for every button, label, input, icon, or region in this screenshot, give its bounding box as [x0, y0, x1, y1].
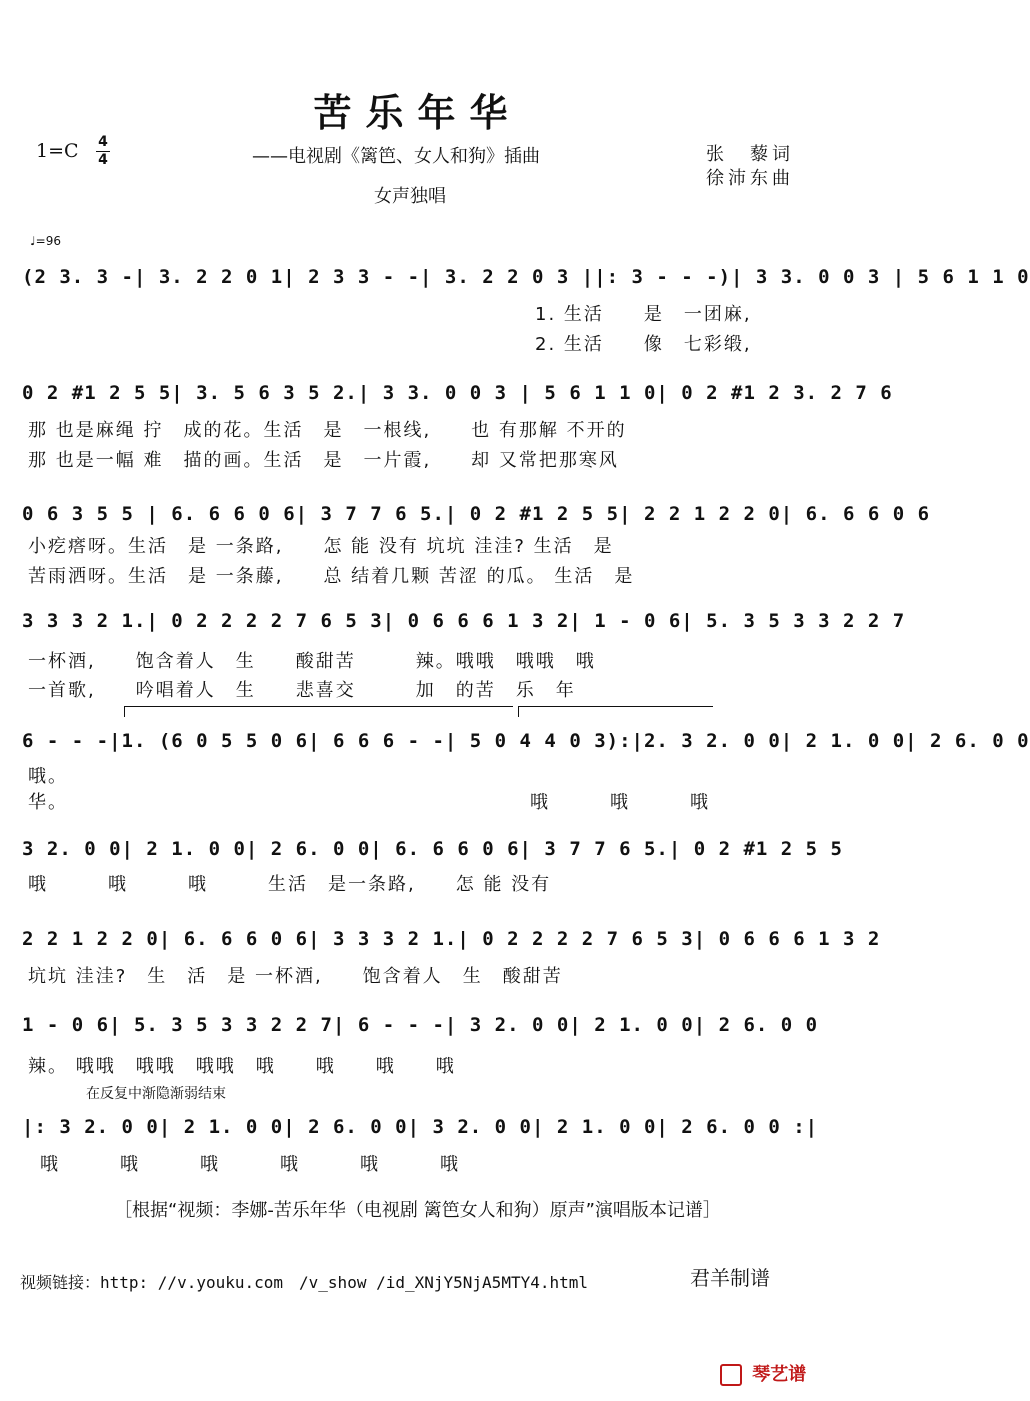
notes-line: 0 2 #1 2 5 5| 3. 5 6 3 5 2.| 3 3. 0 0 3 | 5 6 1 1 0| 0 2 #1 2 3. 2 7 6	[22, 382, 893, 404]
lyricist-credit: 张 藜词	[706, 144, 794, 165]
lyric-line: 小疙瘩呀。生活 是 一条路, 怎 能 没有 坑坑 洼洼? 生活 是	[28, 536, 614, 557]
notes-line: 0 6 3 5 5 | 6. 6 6 0 6| 3 7 7 6 5.| 0 2 #1 2 5 5| 2 2 1 2 2 0| 6. 6 6 0 6	[22, 503, 931, 525]
lyric-line: 哦 哦 哦 生活 是一条路, 怎 能 没有	[28, 874, 552, 895]
transcriber-signature: 君羊制谱	[690, 1266, 770, 1290]
lyric-line: 苦雨洒呀。生活 是 一条藤, 总 结着几颗 苦涩 的瓜。 生活 是	[28, 566, 635, 587]
notes-line: 3 2. 0 0| 2 1. 0 0| 2 6. 0 0| 6. 6 6 0 6| 3 7 7 6 5.| 0 2 #1 2 5 5	[22, 838, 843, 860]
lyric-line: 辣。 哦哦 哦哦 哦哦 哦 哦 哦 哦	[28, 1056, 456, 1077]
lyric-line: 坑坑 洼洼? 生 活 是 一杯酒, 饱含着人 生 酸甜苦	[28, 966, 563, 987]
notes-line: 6 - - -|1. (6 0 5 5 0 6| 6 6 6 - -| 5 0 4 4 0 3):|2. 3 2. 0 0| 2 1. 0 0| 2 6. 0 0	[22, 730, 1030, 752]
lyric-line: 哦。	[28, 766, 68, 787]
notes-line: 1 - 0 6| 5. 3 5 3 3 2 2 7| 6 - - -| 3 2. 0 0| 2 1. 0 0| 2 6. 0 0	[22, 1014, 819, 1036]
video-link[interactable]: 视频链接：http: //v.youku.com /v_show /id_XNjY5NjA5MTY4.html	[20, 1273, 589, 1292]
lyric-line: 哦 哦 哦	[530, 792, 710, 813]
notes-line: |: 3 2. 0 0| 2 1. 0 0| 2 6. 0 0| 3 2. 0 0| 2 1. 0 0| 2 6. 0 0 :|	[22, 1116, 819, 1138]
watermark-logo	[720, 1360, 806, 1386]
page-title: 苦乐年华	[313, 91, 522, 135]
time-signature-bottom: 4	[98, 152, 108, 168]
notes-line: 2 2 1 2 2 0| 6. 6 6 0 6| 3 3 3 2 1.| 0 2 2 2 2 7 6 5 3| 0 6 6 6 1 3 2	[22, 928, 881, 950]
lyric-line: 2. 生活 像 七彩缎,	[535, 334, 752, 355]
lyric-line: 华。	[28, 792, 68, 813]
lyric-line: 那 也是麻绳 拧 成的花。生活 是 一根线, 也 有那解 不开的	[28, 420, 627, 441]
notes-line: 3 3 3 2 1.| 0 2 2 2 2 7 6 5 3| 0 6 6 6 1 3 2| 1 - 0 6| 5. 3 5 3 3 2 2 7	[22, 610, 906, 632]
volta-bracket-2	[518, 706, 713, 717]
time-signature	[96, 135, 110, 168]
time-signature-top: 4	[98, 134, 108, 150]
key-signature: 1=C	[36, 140, 79, 162]
lyric-line: 一首歌, 吟唱着人 生 悲喜交 加 的苦 乐 年	[28, 680, 576, 701]
notes-line: (2 3. 3 -| 3. 2 2 0 1| 2 3 3 - -| 3. 2 2 0 3 ||: 3 - - -)| 3 3. 0 0 3 | 5 6 1 1 0	[22, 266, 1030, 288]
lyric-line: 那 也是一幅 难 描的画。生活 是 一片霞, 却 又常把那寒风	[28, 450, 619, 471]
logo-icon	[720, 1364, 742, 1386]
lyric-line: 1. 生活 是 一团麻,	[535, 304, 752, 325]
performer-label: 女声独唱	[374, 186, 446, 207]
logo-text: 琴艺谱	[752, 1364, 807, 1385]
lyric-line: 哦 哦 哦 哦 哦 哦	[40, 1154, 460, 1175]
source-footnote: ［根据“视频：李娜-苦乐年华（电视剧 篱笆女人和狗）原声”演唱版本记谱］	[114, 1200, 721, 1221]
volta-bracket-1	[124, 706, 513, 717]
composer-credit: 徐沛东曲	[706, 168, 794, 189]
subtitle: ——电视剧《篱笆、女人和狗》插曲	[252, 146, 540, 167]
lyric-line: 一杯酒, 饱含着人 生 酸甜苦 辣。哦哦 哦哦 哦	[28, 651, 596, 672]
fade-instruction: 在反复中渐隐渐弱结束	[86, 1086, 226, 1102]
tempo-marking: ♩=96	[30, 234, 61, 248]
